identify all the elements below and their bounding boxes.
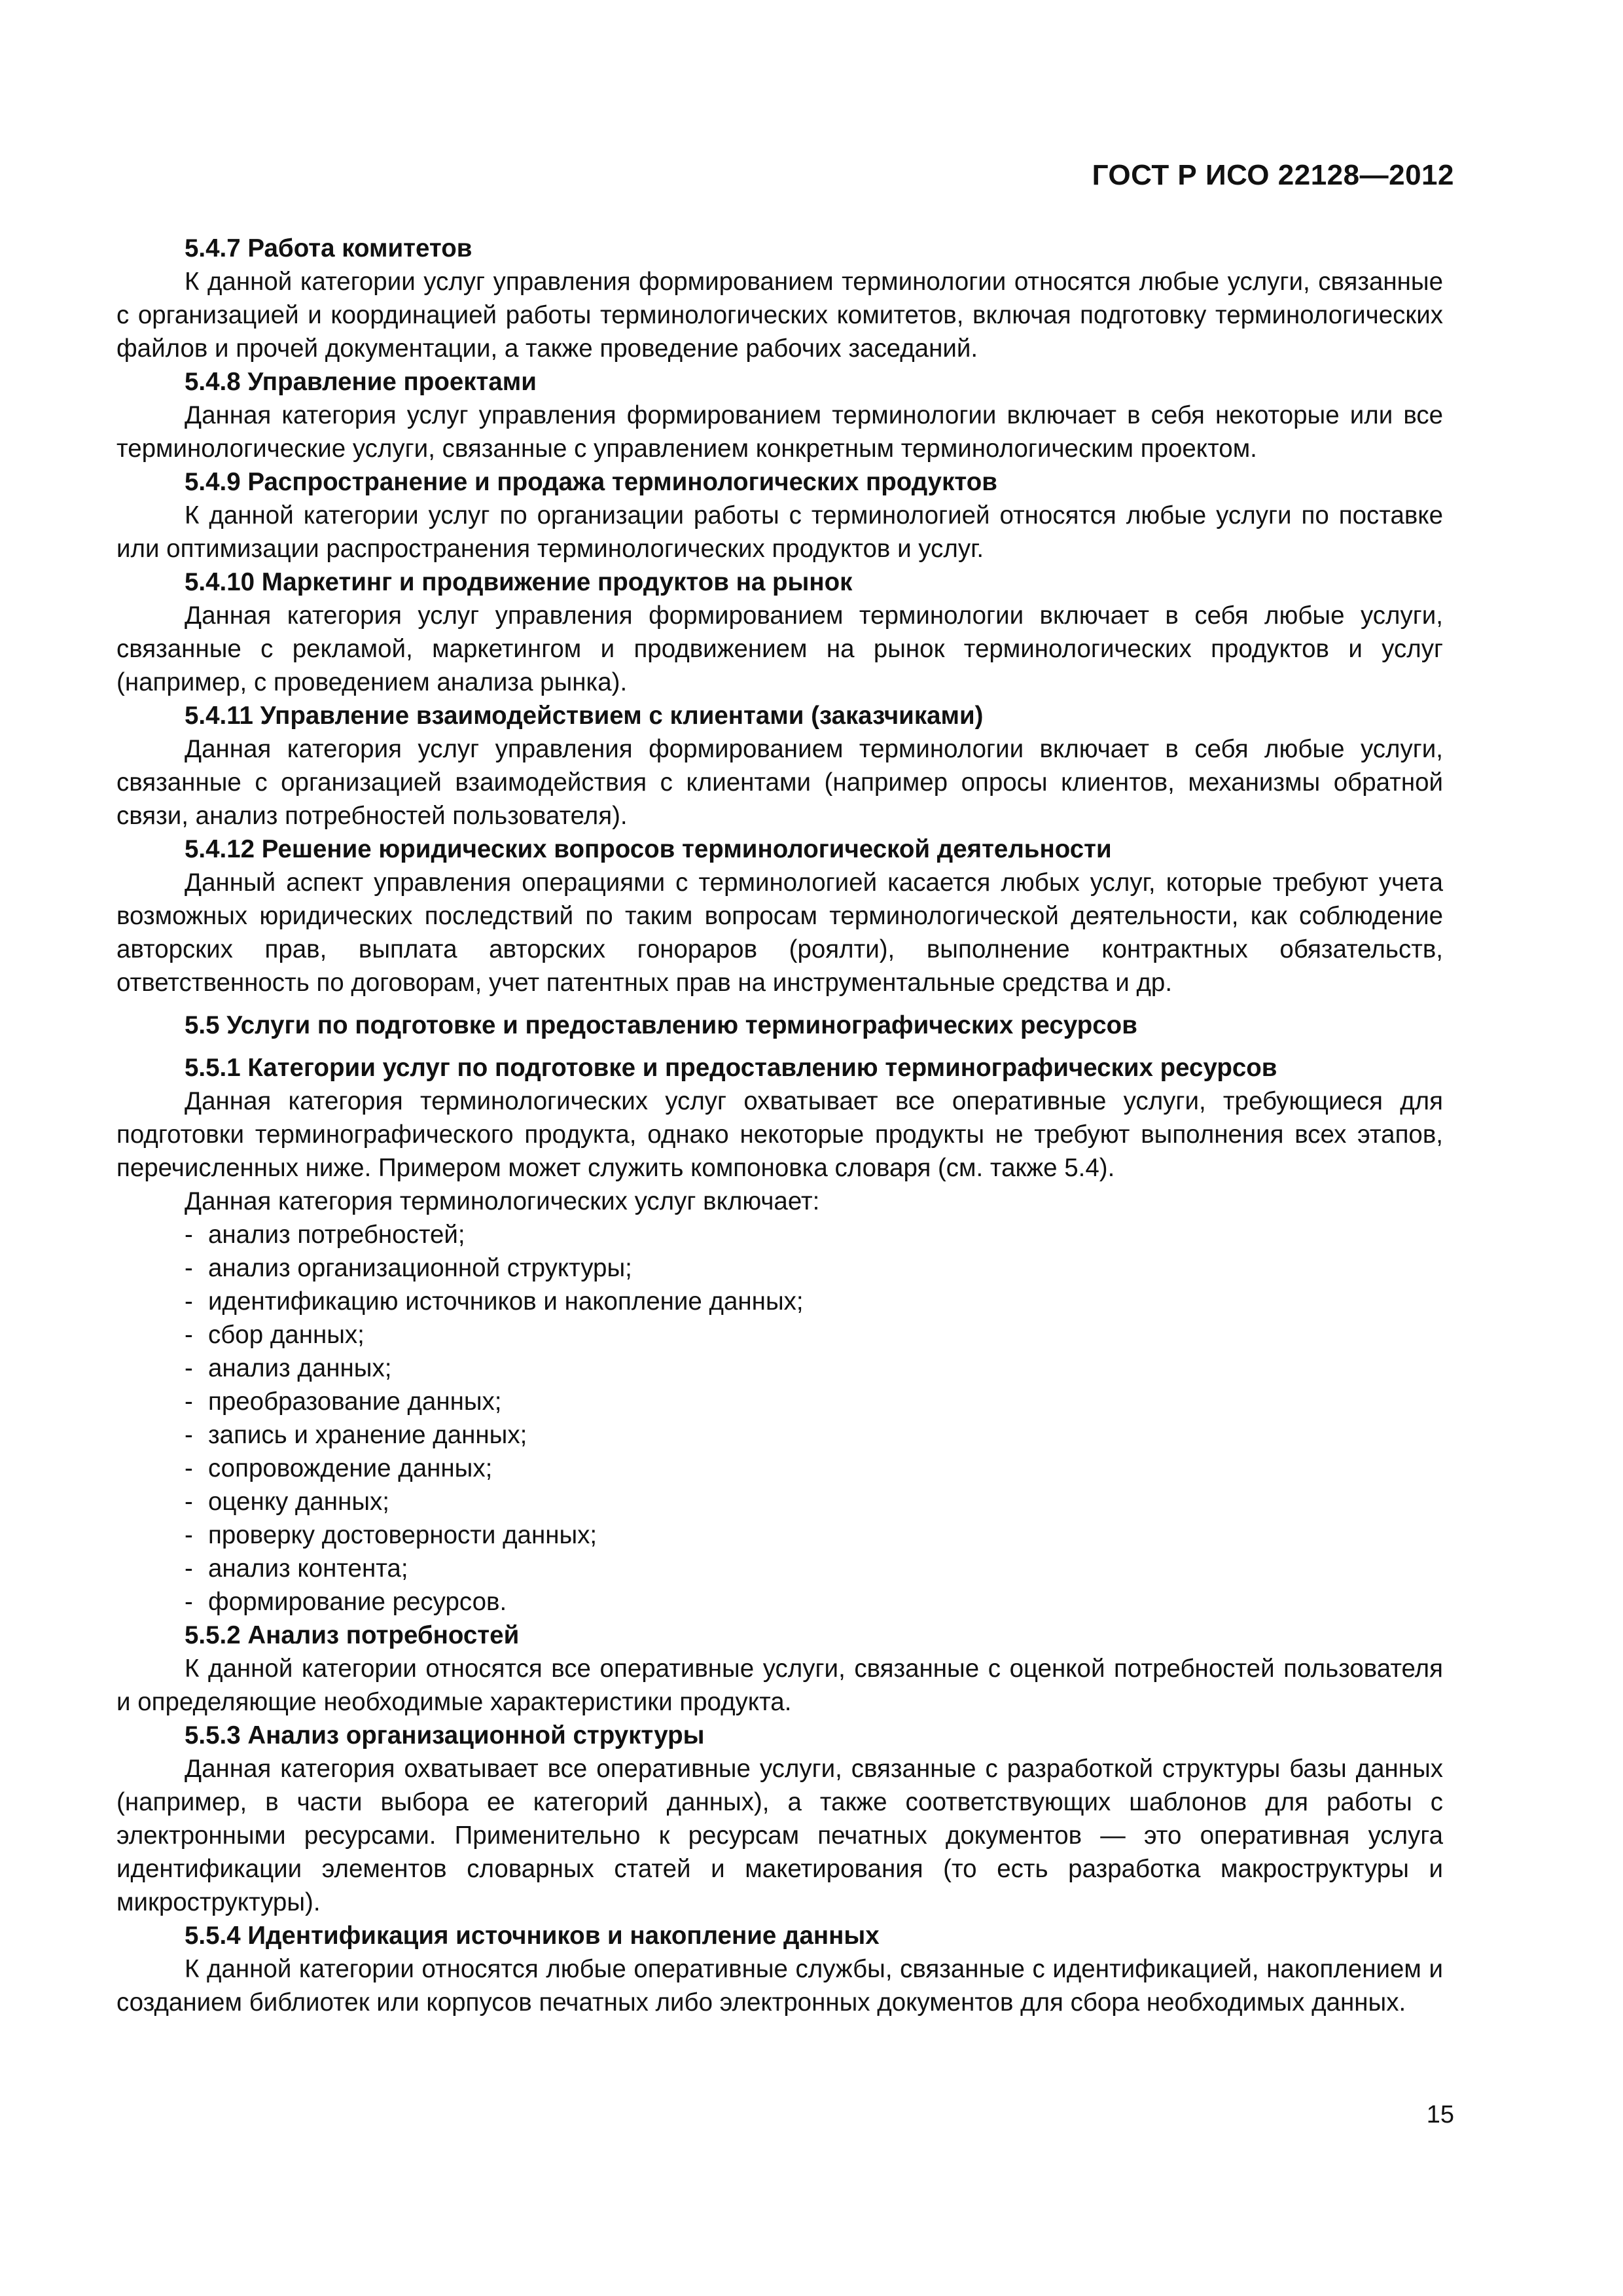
paragraph: Данная категория услуг управления формированием терминологии включает в себя любые услуги, связанные с организацией взаимодействия с клиентами (например опросы клиентов, механизмы обратной связи, анализ потребностей пользователя). <box>116 735 1443 830</box>
section-heading: 5.4.10 Маркетинг и продвижение продуктов на рынок <box>185 568 853 596</box>
list-item: - идентификацию источников и накопление данных; <box>185 1285 1443 1318</box>
service-list <box>116 1218 1443 1619</box>
paragraph: К данной категории услуг по организации работы с терминологией относятся любые услуги по поставке или оптимизации распространения терминологических продуктов и услуг. <box>116 501 1443 563</box>
sections-5-5-x <box>116 1619 1443 2019</box>
section-heading: 5.4.8 Управление проектами <box>185 368 537 396</box>
sections-5-4 <box>116 232 1443 999</box>
paragraph-5-5-1: Данная категория терминологических услуг охватывает все оперативные услуги, требующиеся для подготовки терминографического продукта, однако некоторые продукты не требуют выполнения всех этапов, перечисленных ниже. Примером может служить компоновка словаря (см. также 5.4). <box>116 1087 1443 1182</box>
list-item: - преобразование данных; <box>185 1385 1443 1418</box>
list-item: - анализ данных; <box>185 1352 1443 1385</box>
list-item: - оценку данных; <box>185 1485 1443 1518</box>
list-item: - сопровождение данных; <box>185 1452 1443 1485</box>
paragraph: К данной категории относятся все оперативные услуги, связанные с оценкой потребностей пользователя и определяющие необходимые характеристики продукта. <box>116 1655 1443 1716</box>
section-heading: 5.5.3 Анализ организационной структуры <box>185 1721 705 1749</box>
section-heading: 5.4.7 Работа комитетов <box>185 234 473 262</box>
list-item: - сбор данных; <box>185 1318 1443 1352</box>
section-heading: 5.5.2 Анализ потребностей <box>185 1621 520 1649</box>
section-heading: 5.4.12 Решение юридических вопросов терминологической деятельности <box>185 835 1112 863</box>
paragraph: К данной категории услуг управления формированием терминологии относятся любые услуги, связанные с организацией и координацией работы терминологических комитетов, включая подготовку терминологических файлов и прочей документации, а также проведение рабочих заседаний. <box>116 268 1443 363</box>
section-heading-5-5: 5.5 Услуги по подготовке и предоставлению терминографических ресурсов <box>185 1011 1137 1039</box>
page-number: 15 <box>1426 2101 1454 2128</box>
list-item: - запись и хранение данных; <box>185 1418 1443 1452</box>
section-heading: 5.5.4 Идентификация источников и накопление данных <box>185 1922 880 1950</box>
paragraph: Данный аспект управления операциями с терминологией касается любых услуг, которые требуют учета возможных юридических последствий по таким вопросам терминологической деятельности, как соблюдение авторских прав, выплата авторских гонораров (роялти), выполнение контрактных обязательств, ответственность по договорам, учет патентных прав на инструментальные средства и др. <box>116 869 1443 997</box>
section-heading: 5.4.9 Распространение и продажа терминологических продуктов <box>185 468 997 496</box>
section-heading-5-5-1: 5.5.1 Категории услуг по подготовке и предоставлению терминографических ресурсов <box>185 1054 1277 1082</box>
paragraph: К данной категории относятся любые оперативные службы, связанные с идентификацией, накоплением и созданием библиотек или корпусов печатных либо электронных документов для сбора необходимых данных. <box>116 1955 1443 2017</box>
list-item: - формирование ресурсов. <box>185 1585 1443 1619</box>
paragraph: Данная категория услуг управления формированием терминологии включает в себя некоторые или все терминологические услуги, связанные с управлением конкретным терминологическим проектом. <box>116 401 1443 463</box>
list-item: - анализ контента; <box>185 1552 1443 1585</box>
section-heading: 5.4.11 Управление взаимодействием с клиентами (заказчиками) <box>185 702 984 730</box>
list-intro: Данная категория терминологических услуг включает: <box>185 1187 820 1215</box>
list-item: - проверку достоверности данных; <box>185 1518 1443 1552</box>
document-header: ГОСТ Р ИСО 22128—2012 <box>1092 159 1454 191</box>
document-body <box>116 232 1443 2019</box>
paragraph: Данная категория охватывает все оперативные услуги, связанные с разработкой структуры базы данных (например, в части выбора ее категорий данных), а также соответствующих шаблонов для работы с электронными ресурсами. Применительно к ресурсам печатных документов — это оперативная услуга идентификации элементов словарных статей и макетирования (то есть разработка макроструктуры и микроструктуры). <box>116 1755 1443 1916</box>
list-item: - анализ потребностей; <box>185 1218 1443 1251</box>
paragraph: Данная категория услуг управления формированием терминологии включает в себя любые услуги, связанные с рекламой, маркетингом и продвижением на рынок терминологических продуктов и услуг (например, с проведением анализа рынка). <box>116 601 1443 696</box>
list-item: - анализ организационной структуры; <box>185 1251 1443 1285</box>
